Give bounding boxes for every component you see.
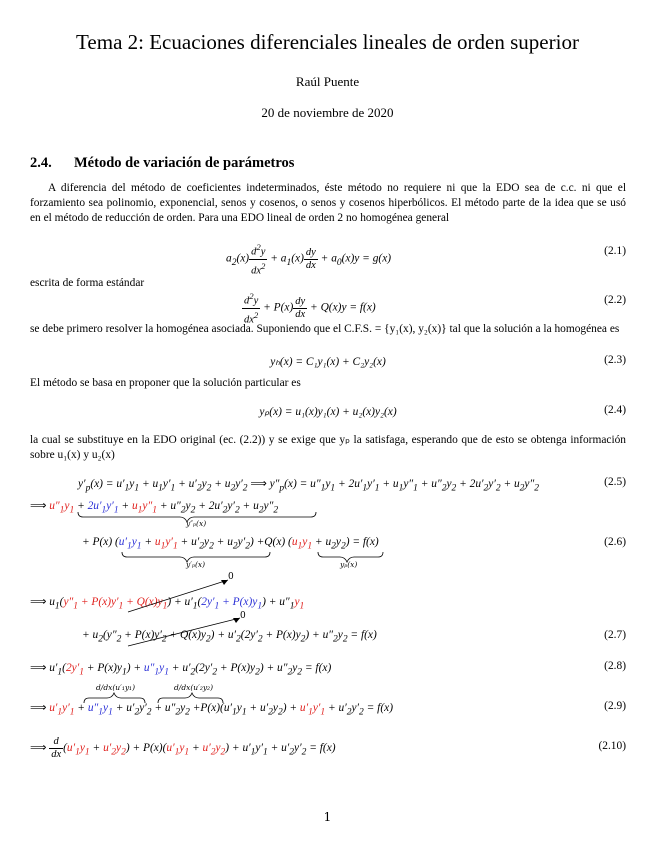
equation-2-5: $y'_p(x) = u'_1y_1 + u_1y'_1 + u'_2y_2 + u_2y'_2$ ⟹ $y''_p(x) = u''_1y_1 + 2u'_1y'_1 + u_1y''_1 + u''_2y_2 + 2u'_2y'_2 + u_2y''_2$ (2.5) — [78, 476, 626, 494]
document-title: Tema 2: Ecuaciones diferenciales lineales de orden superior — [76, 30, 579, 54]
equation-number: (2.10) — [598, 740, 626, 752]
document-author: Raúl Puente — [295, 74, 360, 89]
equation-2-10: ⟹ $\frac{d}{dx}$ $(u'_1y_1 + u'_2y_2) + P(x)(u'_1y_1 + u'_2y_2) + u'_1y'_1 + u'_2y'_2 = f(x)$ (2.10) — [30, 736, 626, 760]
equation-number: (2.5) — [604, 476, 626, 488]
page-number: 1 — [323, 810, 332, 824]
equation-number: (2.3) — [604, 354, 626, 366]
overbrace-d2 — [158, 693, 223, 703]
equation-2-3-text: yₕ(x) = C₁y₁(x) + C₂y₂(x) — [270, 356, 386, 368]
paragraph-standard-form: escrita de forma estándar — [30, 277, 145, 289]
equation-number: (2.1) — [604, 245, 626, 257]
equation-number: (2.9) — [604, 700, 626, 712]
equation-2-1: $a_2(x)$ $\frac{d^2y}{dx^2}$ + $a_1(x)$ $\frac{dy}{dx}$ + $a_0(x)y = g(x)$ (2.1) — [226, 242, 626, 276]
paragraph-homogeneous: se debe primero resolver la homogénea asociada. Suponiendo que el C.F.S. = {y₁(x), y₂(x)} tal que la solución a la homogénea es — [30, 323, 620, 335]
equation-cancel-line-1: ⟹ $u_1(y''_1 + P(x)y'_1 + Q(x)y_1) + u'_1(2y'_1 + P(x)y_1) + u''_1y_1$ — [30, 596, 305, 612]
equation-number: (2.6) — [604, 536, 626, 548]
equation-number: (2.2) — [604, 294, 626, 306]
brace-label: y″ₚ(x) — [186, 519, 207, 528]
brace-label: d/dx(u′₂y₂) — [174, 683, 213, 692]
equation-2-7: + $u_2(y''_2 + P(x)y'_2 + Q(x)y_2) + u'_2(2y'_2 + P(x)y_2) + u''_2y_2 = f(x)$ (2.7) — [82, 629, 626, 645]
equation-2-2: $\frac{d^2y}{dx^2}$ + P(x) $\frac{dy}{dx}$ + Q(x)y = f(x) (2.2) — [244, 291, 626, 325]
overbrace-d1 — [84, 693, 145, 703]
brace-label: y′ₚ(x) — [186, 560, 206, 569]
section-number: 2.4. — [30, 155, 52, 171]
equation-2-4-text: yₚ(x) = u₁(x)y₁(x) + u₂(x)y₂(x) — [259, 406, 397, 418]
equation-2-6: + P(x) $(u'_1y_1 + u_1y'_1 + u'_2y_2 + u_2y'_2) +Q(x) (u_1y_1 + u_2y_2) = f(x)$ (2.6) — [82, 536, 626, 552]
zero-label: 0 — [228, 572, 234, 582]
equation-2-9: ⟹ $u'_1y'_1 + u''_1y_1 + u'_2y'_2 + u''_2y_2 +P(x)(u'_1y_1 + u'_2y_2) + u'_1y'_1 + u'_2y'_2 = f(x)$ (2.9) — [30, 700, 626, 718]
paragraph-intro: A diferencia del método de coeficientes indeterminados, éste método no requiere ni que la EDO sea de c.c. ni que el forzamiento sea polinomio, exponencial, senos y cosenos, o senos y cosenos hiperbólicos. El método parte de la idea que se usó en el método de reducción de orden. Para una EDO lineal de orden 2 no homogénea general — [30, 182, 626, 224]
paragraph-substitution: la cual se substituye en la EDO original (ec. (2.2)) y se exige que yₚ la satisfaga, esperando que de esto se obtenga información sobre u₁(x) y u₂(x) — [30, 434, 626, 461]
cancel-arrow-1 — [128, 580, 228, 612]
equation-number: (2.7) — [604, 629, 626, 641]
equation-number: (2.8) — [604, 660, 626, 672]
underbrace-yp — [318, 552, 383, 562]
equation-number: (2.4) — [604, 404, 626, 416]
zero-label: 0 — [240, 611, 246, 621]
brace-label: yₚ(x) — [340, 560, 358, 569]
equation-2-8: ⟹ $u'_1(2y'_1 + P(x)y_1) + u''_1y_1 + u'_2(2y'_2 + P(x)y_2) + u''_2y_2 = f(x)$ (2.8) — [30, 660, 626, 678]
cancel-arrowhead-1 — [221, 580, 228, 585]
underbrace-ypp — [78, 512, 316, 522]
equation-2-5-continued: ⟹ $u''_1y_1 + 2u'_1y'_1 + u_1y''_1 + u''_2y_2 + 2u'_2y'_2 + u_2y''_2$ — [30, 500, 279, 516]
cancel-arrowhead-2 — [233, 618, 240, 623]
cancel-arrow-2 — [128, 618, 240, 646]
section-title: Método de variación de parámetros — [74, 155, 295, 171]
paragraph-method: El método se basa en proponer que la solución particular es — [30, 377, 301, 389]
document-date: 20 de noviembre de 2020 — [261, 105, 394, 120]
brace-label: d/dx(u′₁y₁) — [96, 683, 135, 692]
underbrace-ypprime — [122, 552, 270, 562]
